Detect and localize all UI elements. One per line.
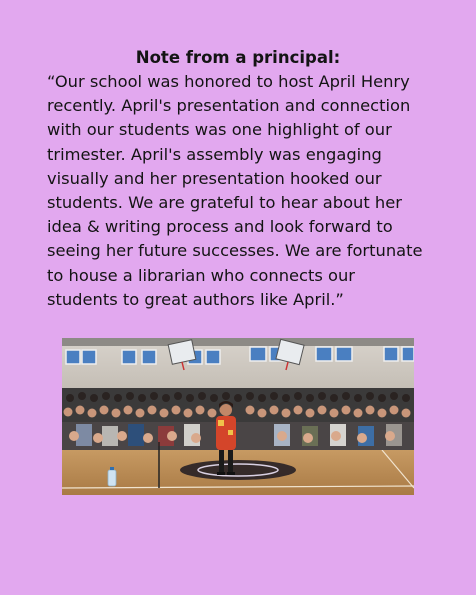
- quote-line: trimester. April's assembly was engaging: [47, 144, 382, 164]
- quote-line: “Our school was honored to host April Henry: [47, 72, 410, 91]
- water-bottle: [108, 467, 116, 486]
- gym-ceiling: [62, 338, 414, 346]
- principal-quote: [47, 70, 447, 312]
- quote-line: students. We are grateful to hear about her: [47, 193, 402, 213]
- quote-line: recently. April's presentation and connection: [47, 96, 411, 116]
- gymnasium-assembly-photo: [62, 338, 414, 495]
- quote-line: visually and her presentation hooked our: [47, 168, 382, 188]
- quote-line: with our students was one highlight of our: [47, 120, 392, 140]
- note-heading: Note from a principal:: [135, 48, 341, 67]
- assembly-photo-illustration: [62, 338, 414, 495]
- quote-line: to house a librarian who connects our: [47, 265, 355, 285]
- quote-line: students to great authors like April.”: [47, 289, 344, 309]
- quote-line: idea & writing process and look forward to: [47, 217, 393, 237]
- quote-line: seeing her future successes. We are fortunate: [47, 241, 423, 261]
